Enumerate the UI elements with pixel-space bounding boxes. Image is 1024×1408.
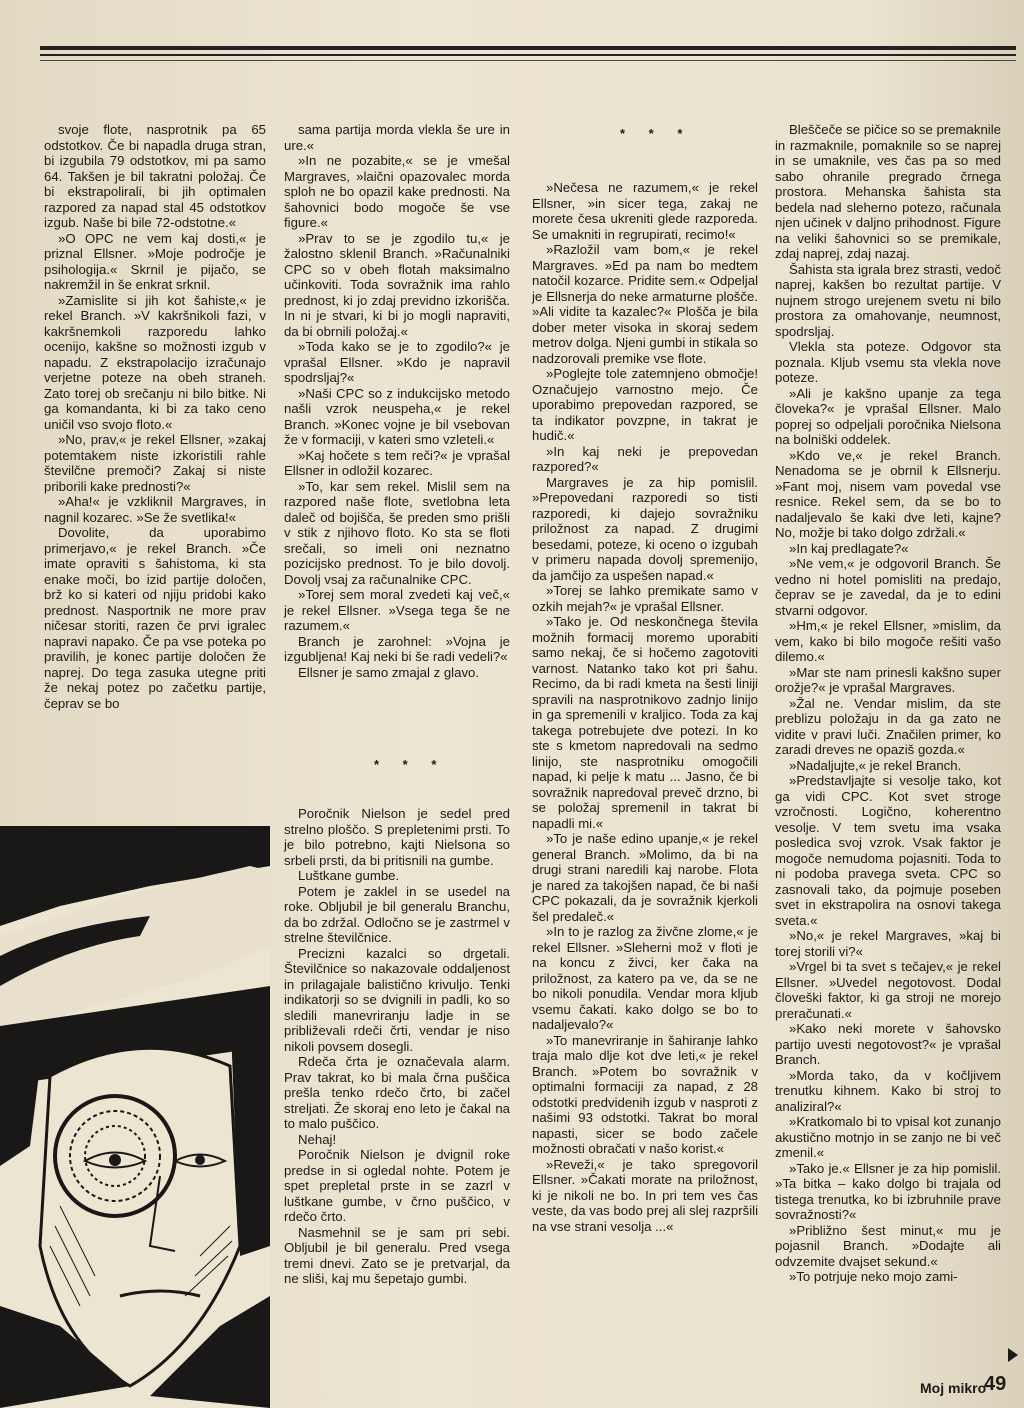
page-number: 49 [984, 1373, 1007, 1395]
paragraph: »Reveži,« je tako spregovoril Ellsner. »Čakati morate na priložnost, ki je nikoli ne bo. In pri tem ves čas veste, da vas bodo prej ali slej razpršili na vse strani vesolja ...« [532, 1156, 758, 1234]
paragraph: »Torej se lahko premikate samo v ozkih mejah?« je vprašal Ellsner. [532, 583, 758, 614]
paragraph: Rdeča črta je označevala alarm. Prav takrat, ko bi mala črna puščica prešla tenko rdečo črto, bi začel streljati. Že skoraj eno leto je čakal na to malo puščico. [284, 1054, 510, 1131]
paragraph: »Poglejte tole zatemnjeno območje! Označujejo varnostno mejo. Če uporabimo prepovedan razpored, se ta indikator povzpne, in takrat je hudič.« [532, 366, 758, 443]
paragraph: »Toda kako se je to zgodilo?« je vprašal Ellsner. »Kdo je napravil spodrsljaj?« [284, 339, 510, 385]
paragraph: »To, kar sem rekel. Mislil sem na razpored naše flote, svetlobna leta daleč od bojišča, še preden smo prišli v stik z njihovo floto. Ko sta se floti srečali, so imeli oni neznatno pozicijsko prednost. To je bilo dovolj. Dovolj vsaj za računalnike CPC. [284, 478, 510, 587]
paragraph: »No,« je rekel Margraves, »kaj bi torej storili vi?« [775, 928, 1001, 959]
paragraph: Šahista sta igrala brez strasti, vedoč naprej, kakšen bo rezultat partije. V nujnem strogo urejenem svetu ni bilo prostora za omahovanje, neumnost, spodrsljaj. [775, 261, 1001, 339]
continue-arrow-icon [1008, 1348, 1018, 1362]
footer-magazine-name: Moj mikro [920, 1380, 987, 1396]
paragraph: »Hm,« je rekel Ellsner, »mislim, da vem, kako bi bilo mogoče rešiti vašo dilemo.« [775, 618, 1001, 664]
illustration-soldier-portrait [0, 826, 270, 1408]
section-break-stars: * * * [620, 126, 693, 141]
paragraph: »Kaj hočete s tem reči?« je vprašal Ellsner in odložil kozarec. [284, 447, 510, 478]
paragraph: »O OPC ne vem kaj dosti,« je priznal Ellsner. »Moje področje je psihologija.« Skrnil je pijačo, se nakremžil in še enkrat srknil. [44, 230, 266, 292]
paragraph: »Nadaljujte,« je rekel Branch. [789, 757, 962, 773]
paragraph: Potem je zaklel in se usedel na roke. Obljubil je bil generalu Branchu, da bo zdržal. Odločno se je zastrmel v strelne številčnice. [284, 883, 510, 945]
text-column-2-top [284, 122, 510, 680]
paragraph: »In kaj neki je prepovedan razpored?« [532, 443, 758, 474]
paragraph: »In ne pozabite,« se je vmešal Margraves, »laični opazovalec morda sploh ne bo opazil kake prednosti. Na šahovnici bodo mogoče še vse figure.« [284, 153, 510, 230]
paragraph: »Približno šest minut,« mu je pojasnil Branch. »Dodajte ali odvzemite dvajset sekund.« [775, 1222, 1001, 1269]
paragraph: »Morda tako, da v kočljivem trenutku kihnem. Kako bi stroj to analiziral?« [775, 1067, 1001, 1114]
paragraph: »Mar ste nam prinesli kakšno super orožje?« je vprašal Margraves. [775, 664, 1001, 695]
paragraph: Precizni kazalci so drgetali. Številčnice so nakazovale oddaljenost in prilagajale balistično krivuljo. Tenki indikatorji so se dvignili in padli, ko so sledili manevriranju ladje in se približevali rdeči črti, vendar je niso nikoli povsem dosegli. [284, 945, 510, 1054]
paragraph: Branch je zarohnel: »Vojna je izgubljena! Kaj neki bi še radi vedeli?« [284, 633, 510, 664]
paragraph: »Naši CPC so z indukcijsko metodo našli vzrok neuspeha,« je rekel Branch. »Konec vojne je bil vsebovan že v formaciji, v kateri smo vzleteli.« [284, 385, 510, 447]
paragraph: »No, prav,« je rekel Ellsner, »zakaj potemtakem niste izkoristili rahle številčne premoči? Zakaj si niste priborili kake prednosti?« [44, 432, 266, 494]
text-column-1 [44, 122, 266, 711]
paragraph: Poročnik Nielson je sedel pred strelno ploščo. S prepletenimi prsti. To je bilo potrebno, kajti Nielsona so srbeli prsti, da bi pritisnili na gumbe. [284, 806, 510, 868]
paragraph: Poročnik Nielson je dvignil roke predse in si ogledal nohte. Potem je spet prepletal prste in se zazrl v luštkane gumbe, v črno puščico, v rdečo črto. [284, 1147, 510, 1224]
section-break-stars: * * * [374, 757, 447, 772]
header-rule [40, 46, 1016, 50]
paragraph: »Torej sem moral zvedeti kaj več,« je rekel Ellsner. »Vsega tega še ne razumem.« [284, 587, 510, 633]
paragraph: »Razložil vam bom,« je rekel Margraves. »Ed pa nam bo medtem natočil kozarce. Pridite sem.« Odpeljal je Ellsnerja do neke armaturne plošče. »Ali vidite ta kazalec?« Plošča je bila dober meter visoka in skoraj sedem metrov dolga. Njeni gumbi in stikala so nadzorovali premike vse flote. [532, 242, 758, 366]
paragraph: »Ne vem,« je odgovoril Branch. Še vedno ni hotel pomisliti na predajo, čeprav se je zavedal, da je to edini stvarni odgovor. [775, 556, 1001, 618]
paragraph: »Vrgel bi ta svet s tečajev,« je rekel Ellsner. »Uvedel negotovost. Dodal človeški faktor, ki ga stroji ne morejo preračunati.« [775, 959, 1001, 1021]
paragraph: »Prav to se je zgodilo tu,« je žalostno sklenil Branch. »Računalniki CPC so v obeh flotah maksimalno učinkoviti. Toda sovražnik ima rahlo prednost, ki jo zdaj previdno izkorišča. In ni je stvari, ki bi jo mogli napraviti, da bi obrnili položaj.« [284, 230, 510, 339]
paragraph: »Ali je kakšno upanje za tega človeka?« je vprašal Ellsner. Malo poprej so odpeljali poročnika Nielsona na bolniški oddelek. [775, 385, 1001, 447]
paragraph: »Predstavljajte si vesolje tako, kot ga vidi CPC. Kot svet stroge vzročnosti. Logično, koherentno vesolje. V tem svetu ima vsaka posledica svoj vzrok. Vsak faktor je mogoče nemudoma pojasniti. Toda to ni podoba pravega sveta. CPC so zasnovali tako, da pojmuje poseben svet in ekstrapolira na osnovi takega sveta.« [775, 773, 1001, 928]
paragraph: Dovolite, da uporabimo primerjavo,« je rekel Branch. »Če imate opraviti s šahistoma, ki sta enake moči, bo izid partije določen, brž ko si kateri od njiju pridobi kako prednost. Nasportnik ne more prav ničesar storiti, razen če prvi igralec napravi napako. Če pa vse poteka po pravilih, je konec partije določen že naprej. Do tega zasuka utegne priti že nekaj potez po začetku partije, čeprav se bo [44, 525, 266, 711]
paragraph: Nehaj! [298, 1131, 337, 1147]
paragraph: »To je naše edino upanje,« je rekel general Branch. »Molimo, da bi na drugi strani naredili kaj narobe. Flota je nared za takojšen napad, če bi naši CPC pokazali, da je sovražnik kjerkoli šel predaleč.« [532, 831, 758, 924]
paragraph: Bleščeče se pičice so se premaknile in razmaknile, pomaknile so se naprej in se umaknile, ves čas pa so med sabo ohranile pregrado črnega prostora. Mehanska šahista sta bedela nad sleherno potezo, računala njen učinek v daljno prihodnost. Figure na veliki šahovnici so se premikale, zdaj naprej, zdaj nazaj. [775, 122, 1001, 261]
paragraph: »Kratkomalo bi to vpisal kot zunanjo akustično motnjo in se zanjo ne bi več zmenil.« [775, 1114, 1001, 1160]
paragraph: »Nečesa ne razumem,« je rekel Ellsner, »in sicer tega, zakaj ne morete česa ukreniti glede razporeda. Se umakniti in regrupirati, recimo!« [532, 180, 758, 242]
paragraph: »Žal ne. Vendar mislim, da ste preblizu položaju in da ga zato ne vidite v pravi luči. Značilen primer, ko zaradi dreves ne opaziš gozda.« [775, 695, 1001, 757]
paragraph: »To manevriranje in šahiranje lahko traja malo dlje kot dve leti,« je rekel Branch. »Potem bo sovražnik v optimalni formaciji za napad, z 28 odstotki predvidenih izgub v nasproti z našimi 93 odstotki. Takrat bo moral napasti, sicer se bodo začele možnosti obračati v našo korist.« [532, 1032, 758, 1156]
paragraph: »Tako je. Od neskončnega števila možnih formacij moremo uporabiti samo nekaj, če si hočemo zagotoviti varnost. Natanko tako kot pri šahu. Recimo, da bi radi kmeta na šesti liniji spravili na nasprotnikovo zadnjo linijo in ga spremenili v kraljico. Toda za kaj takega potrebujete dve potezi. In ko ste s kmetom napredovali na sedmo linijo, ste nasprotniku omogočili napad, ki pelje k matu ... Jasno, če bi sovražnik napredoval preveč drzno, bi se položaj spremenil in takrat bi napadli mi.« [532, 614, 758, 831]
paragraph: »In to je razlog za živčne zlome,« je rekel Ellsner. »Sleherni mož v floti je na koncu z živci, ker čaka na priložnost, za katero pa ve, da se ne bo nikoli ponudila. Vendar mora kljub vsemu čakati. kako dolgo se bo to nadaljevalo?« [532, 924, 758, 1032]
paragraph: »Zamislite si jih kot šahiste,« je rekel Branch. »V kakršnikoli fazi, v kakršnemkoli razporedu lahko ocenijo, kakšne so možnosti izgub v napadu. Z ekstrapolacijo izračunajo verjetne poteze na obeh straneh. Zato torej ob srečanju ni bilo bitke. Ni ga komandanta, ki bi za tako ceno uničil vso svojo floto.« [44, 292, 266, 432]
paragraph: »Kako neki morete v šahovsko partijo uvesti negotovost?« je vprašal Branch. [775, 1021, 1001, 1067]
paragraph: svoje flote, nasprotnik pa 65 odstotkov. Če bi napadla druga stran, bi izgubila 79 odstotkov, mi pa samo 64. Takšen je bil takratni položaj. Če bi ekstrapolirali, bi jih optimalen razpored za napad stal 45 odstotkov izgub. Naše bi bile 72-odstotne.« [44, 122, 266, 230]
paragraph: Nasmehnil se je sam pri sebi. Obljubil je bil generalu. Pred vsega tremi dnevi. Zato se je pretvarjal, da ne sliši, kaj mu šepetajo gumbi. [284, 1224, 510, 1286]
paragraph: »Kdo ve,« je rekel Branch. Nenadoma se je obrnil k Ellsnerju. »Fant moj, nisem vam povedal vse resnice. Rekel sem, da se bo to nadaljevalo še kaki dve leti, kajne? No, možje bi tako dolgo zdržali.« [775, 447, 1001, 540]
text-column-3 [532, 180, 758, 1234]
header-rule-thin [40, 54, 1016, 56]
paragraph: Luštkane gumbe. [298, 868, 400, 883]
paragraph: »To potrjuje neko mojo zami- [789, 1269, 958, 1284]
header-rule-hairline [40, 60, 1016, 61]
paragraph: »Tako je.« Ellsner je za hip pomislil. »Ta bitka – kako dolgo bi trajala od tistega trenutka, ko bi izbruhnile prave sovražnosti?« [775, 1160, 1001, 1222]
paragraph: Margraves je za hip pomislil. »Prepovedani razporedi so tisti razporedi, ki dajejo sovražniku priložnost za napad. Z drugimi besedami, poteze, ki oceno o izgubah v primeru napada dovolj spremenijo, da jamčijo za uspešen napad.« [532, 474, 758, 583]
paragraph: Vlekla sta poteze. Odgovor sta poznala. Kljub vsemu sta vlekla nove poteze. [775, 339, 1001, 385]
paragraph: sama partija morda vlekla še ure in ure.« [284, 122, 510, 153]
paragraph: »Aha!« je vzkliknil Margraves, in nagnil kozarec. »Se že svetlika!« [44, 494, 266, 525]
text-column-2-bottom [284, 806, 510, 1287]
text-column-4 [775, 122, 1001, 1285]
paragraph: »In kaj predlagate?« [789, 540, 909, 556]
paragraph: Ellsner je samo zmajal z glavo. [298, 664, 480, 680]
